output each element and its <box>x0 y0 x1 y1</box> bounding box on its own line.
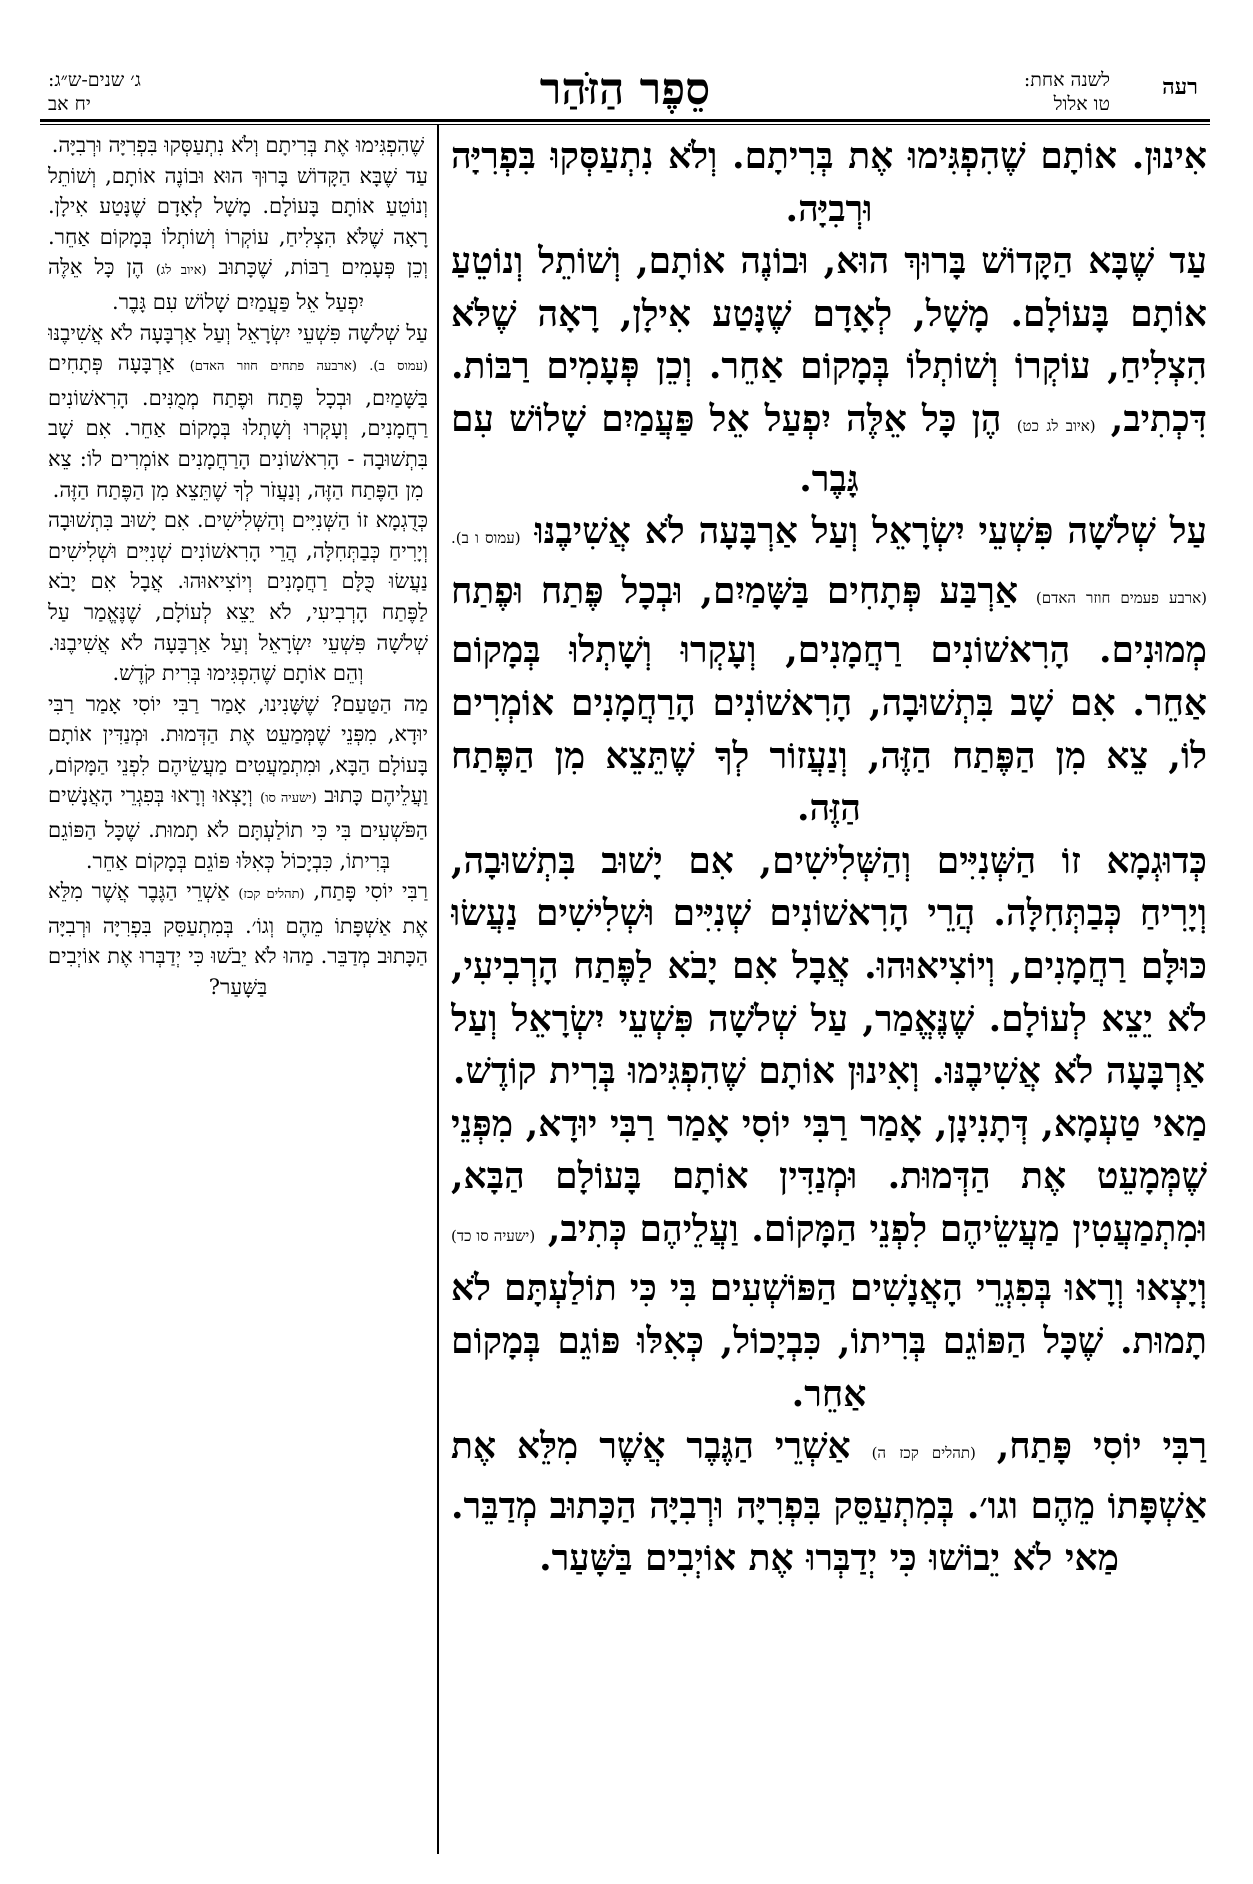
page-header <box>40 64 1210 120</box>
header-rule-thin <box>40 124 1210 125</box>
main-paragraph-text: עַד שֶׁבָּא הַקָּדוֹשׁ בָּרוּךְ הוּא, וּבוֹנֶה אוֹתָם, וְשׁוֹתֵל וְנוֹטֵעַ אוֹתָם בָּעוֹלָם. מָשָׁל, לְאָדָם שֶׁנָּטַע אִילָן, רָאָה שֶׁלֹּא הִצְלִיחַ, עוֹקְרוֹ וְשׁוֹתְלוֹ בְּמָקוֹם אַחֵר. וְכֵן פְּעָמִים רַבּוֹת. דִּכְתִיב, <box>451 240 1207 440</box>
side-paragraph-text-continued: הֶן כָּל אֵלֶּה יִפְעַל אֵל פַּעֲמַיִם שָׁלוֹשׁ עִם גָּבֶר. <box>48 255 364 314</box>
side-paragraph <box>48 505 428 689</box>
main-verse-reference: (עמוס ו ב). (ארבע פעמים חוזר האדם) <box>451 529 1207 607</box>
main-paragraph-text: כְּדוּגְמָא זוֹ הַשְּׁנִיִּים וְהַשְּׁלִישִׁים, אִם יָשׁוּב בִּתְשׁוּבָה, וְיָרִיחַ כְּבַתְּחִלָּה. הֲרֵי הָרִאשׁוֹנִים שְׁנִיִּים וּשְׁלִישִׁים נַעֲשׂוּ כּוּלָּם רַחֲמָנִים, וְיוֹצִיאוּהוּ. אֲבָל אִם יָבֹא לַפֶּתַח הָרְבִיעִי, לֹא יֵצֵא לְעוֹלָם. שֶׁנֶּאֱמַר, עַל שְׁלֹשָׁה פִּשְׁעֵי יִשְׂרָאֵל וְעַל אַרְבָּעָה לֹא אֲשִׁיבֶנּוּ. וְאִינוּן אוֹתָם שֶׁהִפְגִּימוּ בְּרִית קוֹדֶשׁ. <box>451 839 1207 1093</box>
side-paragraph-text: עַד שֶׁבָּא הַקָּדוֹשׁ בָּרוּךְ הוּא וּבוֹנֶה אוֹתָם, וְשׁוֹתֵל וְנוֹטֵעַ אוֹתָם בָּעוֹלָם. מָשָׁל לְאָדָם שֶׁנָּטַע אִילָן. רָאָה שֶׁלֹּא הִצְלִיחַ, עוֹקְרוֹ וְשׁוֹתְלוֹ בְּמָקוֹם אַחֵר. וְכֵן פְּעָמִים רַבּוֹת, שֶׁכָּתוּב <box>48 163 428 280</box>
side-verse-reference: (תהלים קכז) <box>238 887 305 903</box>
main-paragraph <box>451 235 1207 505</box>
main-paragraph-text-continued: וְיָצְאוּ וְרָאוּ בְּפִגְרֵי הָאֲנָשִׁים הַפּוֹשְׁעִים בִּי כִּי תוֹלַעְתָּם לֹא תָמוּת. שֶׁכָּל הַפּוֹגֵם בְּרִיתוֹ, כִּבְיָכוֹל, כְּאִלּוּ פּוֹגֵם בְּמָקוֹם אַחֵר. <box>451 1267 1207 1415</box>
side-verse-reference: (ישעיה סו) <box>260 791 317 807</box>
main-paragraph <box>451 1098 1207 1421</box>
side-paragraph-text: מַה הַטַּעַם? שֶׁשָּׁנִינוּ, אָמַר רַבִּי יוֹסִי אָמַר רַבִּי יוּדָא, מִפְּנֵי שֶׁמְּמַעֵט אֶת הַדְּמוּת. וּמְנַדִּין אוֹתָם בָּעוֹלָם הַבָּא, וּמִתְמַעֲטִים מַעֲשֵׂיהֶם לִפְנֵי הַמָּקוֹם, וַעֲלֵיהֶם כָּתוּב <box>48 691 428 808</box>
three-year-schedule <box>48 68 141 116</box>
side-paragraph <box>48 318 428 506</box>
side-paragraph-text-continued: אַשְׁרֵי הַגֶּבֶר אֲשֶׁר מִלֵּא אֶת אַשְׁפָּתוֹ מֵהֶם וְגוֹ׳. בְּמִתְעַסֵּק בִּפְרִיָּה וּרְבִיָּה הַכָּתוּב מְדַבֵּר. מַהוּ לֹא יֵבֹשׁוּ כִּי יְדַבְּרוּ אֶת אוֹיְבִים בַּשָּׁעַר? <box>48 879 428 1000</box>
side-paragraph-text: שֶׁהִפְגִּימוּ אֶת בְּרִיתָם וְלֹא נִתְעַסְּקוּ בִּפְרִיָּה וּרְבִיָּה. <box>51 133 425 157</box>
main-verse-reference: (תהלים קכז ה) <box>871 1444 976 1463</box>
three-year-schedule-date: יח אב <box>48 93 91 115</box>
column-divider <box>437 124 439 1854</box>
side-paragraph-text: כְּדֻגְמָא זוֹ הַשְּׁנִיִּים וְהַשְּׁלִישִׁים. אִם יָשׁוּב בִּתְשׁוּבָה וְיָרִיחַ כְּבַתְּחִלָּה, הֲרֵי הָרִאשׁוֹנִים שְׁנִיִּים וּשְׁלִישִׁים נַעֲשׂוּ כֻּלָּם רַחֲמָנִים וְיוֹצִיאוּהוּ. אֲבָל אִם יָבֹא לַפֶּתַח הָרְבִיעִי, לֹא יֵצֵא לְעוֹלָם, שֶׁנֶּאֱמַר עַל שְׁלֹשָׁה פִּשְׁעֵי יִשְׂרָאֵל וְעַל אַרְבָּעָה לֹא אֲשִׁיבֶנּוּ. וְהֵם אוֹתָם שֶׁהִפְגִּימוּ בְּרִית קֹדֶשׁ. <box>48 508 428 686</box>
main-paragraph-text: מַאי טַעְמָא, דְּתָנִינָן, אָמַר רַבִּי יוֹסִי אָמַר רַבִּי יוּדָא, מִפְּנֵי שֶׁמְּמָעֵט אֶת הַדְּמוּת. וּמְנַדִּין אוֹתָם בָּעוֹלָם הַבָּא, וּמִתְמַעֲטִין מַעֲשֵׂיהֶם לִפְנֵי הַמָּקוֹם. וַעֲלֵיהֶם כְּתִיב, <box>451 1102 1207 1250</box>
main-paragraph <box>451 835 1207 1098</box>
one-year-schedule-label: לשנה אחת: <box>1023 69 1110 91</box>
side-paragraph <box>48 130 428 161</box>
side-paragraph <box>48 689 428 877</box>
main-paragraph <box>451 505 1207 835</box>
main-paragraph-text: אִינוּן. אוֹתָם שֶׁהִפְגִּימוּ אֶת בְּרִיתָם. וְלֹא נִתְעַסְּקוּ בִּפְרִיָּה וּרְבִיָּה. <box>451 135 1207 230</box>
main-text-column <box>451 130 1207 1860</box>
side-verse-reference: (איוב לג) <box>155 263 207 279</box>
book-title: סֵפֶר הַזּׁהַר <box>539 64 711 115</box>
side-paragraph <box>48 876 428 1002</box>
side-paragraph-text: עַל שְׁלֹשָׁה פִּשְׁעֵי יִשְׂרָאֵל וְעַל אַרְבָּעָה לֹא אֲשִׁיבֶנּוּ <box>48 320 428 345</box>
one-year-schedule-date: טו אלול <box>1053 93 1110 115</box>
side-paragraph-text-continued: אַרְבָּעָה פְּתָחִים בַּשָּׁמַיִם, וּבְכָל פֶּתַח וּפֶתַח מְמֻנִּים. הָרִאשׁוֹנִים רַחֲמָנִים, וְעָקְרוּ וְשָׁתְלוּ בְּמָקוֹם אַחֵר. אִם שָׁב בִּתְשׁוּבָה - הָרִאשׁוֹנִים הָרַחֲמָנִים אוֹמְרִים לוֹ: צֵא מִן הַפֶּתַח הַזֶּה, וְנַעֲזֹר לְךָ שֶׁתֵּצֵא מִן הַפֶּתַח הַזֶּה. <box>48 351 428 502</box>
main-paragraph-text-continued: הֶן כָּל אֵלֶּה יִפְעַל אֵל פַּעֲמַיִם שָׁלוֹשׁ עִם גָּבֶר. <box>451 397 1002 500</box>
three-year-schedule-label: ג׳ שנים-ש״ג: <box>48 69 141 91</box>
main-paragraph <box>451 130 1207 235</box>
main-verse-reference: (איוב לג כט) <box>1016 416 1096 435</box>
main-paragraph-text-continued: אַרְבַּע פְּתָחִים בַּשָּׁמַיִם, וּבְכָל פֶּתַח וּפֶתַח מְמוּנִים. הָרִאשׁוֹנִים רַחֲמָנִים, וְעָקְרוּ וְשָׁתְלוּ בְּמָקוֹם אַחֵר. אִם שָׁב בִּתְשׁוּבָה, הָרִאשׁוֹנִים הָרַחֲמָנִים אוֹמְרִים לוֹ, צֵא מִן הַפֶּתַח הַזֶּה, וְנַעֲזוֹר לְךָ שֶׁתֵּצֵא מִן הַפֶּתַח הַזֶּה. <box>451 569 1207 830</box>
main-paragraph-text: עַל שְׁלֹשָׁה פִּשְׁעֵי יִשְׂרָאֵל וְעַל אַרְבָּעָה לֹא אֲשִׁיבֶנּוּ <box>534 510 1207 553</box>
side-text-column <box>48 130 428 1860</box>
side-paragraph-text: רַבִּי יוֹסִי פָּתַח, <box>313 879 428 904</box>
side-paragraph <box>48 161 428 318</box>
main-paragraph-text: רַבִּי יוֹסִי פָּתַח, <box>996 1425 1207 1468</box>
side-verse-reference: (עמוס ב). (ארבעה פתחים חוזר האדם) <box>189 359 428 375</box>
main-paragraph <box>451 1420 1207 1585</box>
main-paragraph-text-continued: אַשְׁרֵי הַגֶּבֶר אֲשֶׁר מִלֵּא אֶת אַשְׁפָּתוֹ מֵהֶם וגו׳. בְּמִתְעַסֵּק בִּפְרִיָּה וּרְבִיָּה הַכָּתוּב מְדַבֵּר. מַאי לֹא יֵבוֹשׁוּ כִּי יְדַבְּרוּ אֶת אוֹיְבִים בַּשָּׁעַר. <box>451 1425 1207 1580</box>
parasha-name: רעה <box>1162 74 1198 100</box>
main-verse-reference: (ישעיה סו כד) <box>451 1226 536 1245</box>
header-rule-thick <box>40 119 1210 122</box>
side-paragraph-text-continued: וְיָצְאוּ וְרָאוּ בְּפִגְרֵי הָאֲנָשִׁים הַפֹּשְׁעִים בִּי כִּי תוֹלַעְתָּם לֹא תָמוּת. שֶׁכָּל הַפּוֹגֵם בְּרִיתוֹ, כִּבְיָכוֹל כְּאִלּוּ פּוֹגֵם בְּמָקוֹם אַחֵר. <box>48 783 428 873</box>
